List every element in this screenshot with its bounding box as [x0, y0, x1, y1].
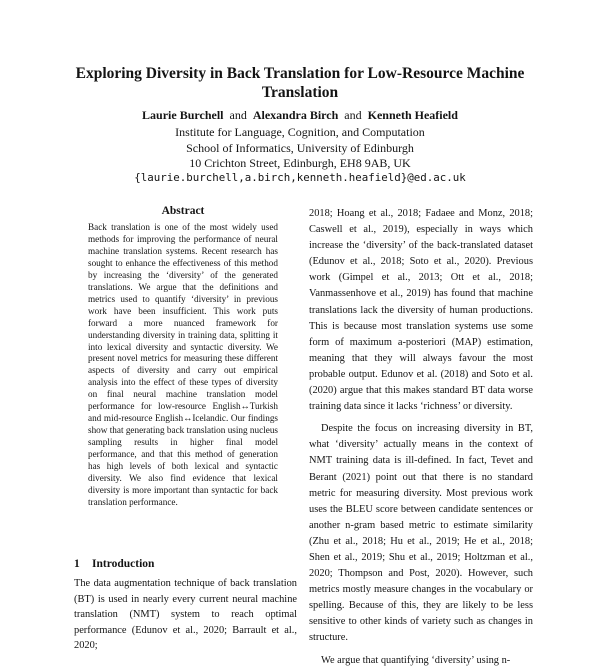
affiliation-line: 10 Crichton Street, Edinburgh, EH8 9AB, UK [189, 156, 411, 170]
body-paragraph: Despite the focus on increasing diversity in BT, what ‘diversity’ actually means in the context of NMT training data is ill-defined. In fact, Tevet and Berant (2021) point out that there is no standard metric for measuring diversity. Most previous work uses the BLEU score between candidate sentences or another n-gram based metric to estimate similarity (Zhu et al., 2018; Hu et al., 2019; He et al., 2018; Shen et al., 2019; Shu et al., 2019; Holtzman et al., 2020; Thompson and Post, 2020). However, such metrics mostly measure changes in the vocabulary or spelling. Because of this, they are likely to be less sensitive to other kinds of variety such as changes in structure. [309, 423, 533, 644]
author-separator: and [229, 108, 247, 122]
section-number: 1 [74, 558, 80, 570]
author-name: Alexandra Birch [252, 108, 339, 122]
right-column [309, 206, 533, 669]
author-list [0, 108, 600, 123]
section-title: Introduction [92, 558, 155, 570]
author-name: Laurie Burchell [142, 108, 224, 122]
author-emails: {laurie.burchell,a.birch,kenneth.heafield}@ed.ac.uk [134, 171, 466, 184]
abstract-heading: Abstract [161, 205, 205, 217]
abstract-text: Back translation is one of the most widely used methods for improving the performance of neural machine translation systems. Recent research has sought to enhance the effectiveness of this method by increasing the ‘diversity’ of the generated translations. We argue that the definitions and metrics used to quantify ‘diversity’ in previous work have been insufficient. This work puts forward a more nuanced framework for understanding diversity in training data, splitting it into lexical diversity and syntactic diversity. We present novel metrics for measuring these different aspects of diversity and carry out empirical analysis into the effect of these types of diversity on final neural machine translation model performance for low-resource English↔Turkish and mid-resource English↔Icelandic. Our findings show that generating back translation using nucleus sampling results in higher final model performance, and that this method of generation has high levels of both lexical and syntactic diversity. We also find evidence that lexical diversity is more important than syntactic for back translation performance. [88, 222, 278, 507]
author-separator: and [344, 108, 362, 122]
affiliation-line: Institute for Language, Cognition, and Computation [175, 125, 425, 139]
intro-paragraph: The data augmentation technique of back translation (BT) is used in nearly every current neural machine translation (NMT) system to reach optimal performance (Edunov et al., 2020; Barrault et al., 2020; [74, 578, 297, 651]
section-heading [74, 558, 154, 570]
author-name: Kenneth Heafield [367, 108, 458, 122]
paper-title: Exploring Diversity in Back Translation for Low-Resource Machine Translation [75, 65, 525, 101]
body-paragraph: 2018; Hoang et al., 2018; Fadaee and Monz, 2018; Caswell et al., 2019), especially in ways which increase the ‘diversity’ of the back-translated dataset (Edunov et al., 2018; Soto et al., 2020). Previous work (Gimpel et al., 2013; Ott et al., 2018; Vanmassenhove et al., 2019) has found that machine translations lack the diversity of human productions. This is because most translation systems use some form of maximum a-posteriori (MAP) estimation, meaning that they will always favour the most probable output. Edunov et al. (2018) and Soto et al. (2020) argue that this makes standard BT data worse training data since it lacks ‘richness’ or diversity. [309, 208, 533, 413]
affiliation-line: School of Informatics, University of Edinburgh [186, 141, 414, 155]
body-paragraph: We argue that quantifying ‘diversity’ using n- [321, 654, 511, 666]
